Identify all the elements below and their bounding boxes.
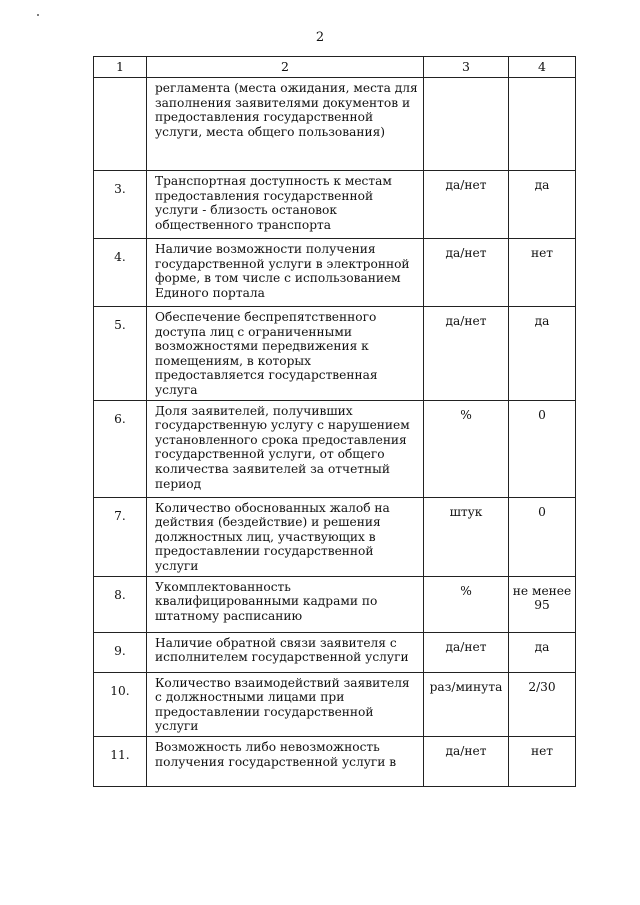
row-number-cell: 4. <box>94 239 147 307</box>
row-number-cell: 8. <box>94 576 147 632</box>
table-row <box>94 78 576 171</box>
unit-cell: да/нет <box>424 307 509 401</box>
row-number-cell: 7. <box>94 497 147 576</box>
value-cell <box>509 78 576 171</box>
row-number-cell: 11. <box>94 736 147 786</box>
indicator-text: Укомплектованность квалифицированными кадрами по штатному расписанию <box>147 576 424 632</box>
table-row <box>94 239 576 307</box>
indicator-text: Доля заявителей, получивших государственную услугу с нарушением установленного срока предоставления государственной услуги, от общего количества заявителей за отчетный период <box>147 400 424 497</box>
scan-speck <box>37 14 39 16</box>
value-cell: 2/30 <box>509 672 576 736</box>
unit-cell: да/нет <box>424 171 509 239</box>
indicator-text: Наличие возможности получения государственной услуги в электронной форме, в том числе с использованием Единого портала <box>147 239 424 307</box>
value-cell: да <box>509 307 576 401</box>
unit-cell <box>424 78 509 171</box>
value-cell: да <box>509 632 576 672</box>
unit-cell: % <box>424 576 509 632</box>
table-row <box>94 497 576 576</box>
value-cell: 0 <box>509 400 576 497</box>
row-number-cell: 5. <box>94 307 147 401</box>
header-cell: 4 <box>509 57 576 78</box>
row-number-cell: 10. <box>94 672 147 736</box>
table-row <box>94 576 576 632</box>
indicator-text: регламента (места ожидания, места для заполнения заявителями документов и предоставления государственной услуги, места общего пользования) <box>147 78 424 171</box>
header-cell: 3 <box>424 57 509 78</box>
table-row <box>94 171 576 239</box>
unit-cell: да/нет <box>424 632 509 672</box>
indicators-table <box>93 56 576 787</box>
value-cell: нет <box>509 736 576 786</box>
value-cell: 0 <box>509 497 576 576</box>
indicator-text: Количество обоснованных жалоб на действия (бездействие) и решения должностных лиц, участвующих в предоставлении государственной услуги <box>147 497 424 576</box>
header-cell: 2 <box>147 57 424 78</box>
table-row <box>94 672 576 736</box>
unit-cell: раз/минута <box>424 672 509 736</box>
value-cell: да <box>509 171 576 239</box>
header-cell: 1 <box>94 57 147 78</box>
table-row <box>94 632 576 672</box>
unit-cell: штук <box>424 497 509 576</box>
indicator-text: Возможность либо невозможность получения государственной услуги в <box>147 736 424 786</box>
unit-cell: да/нет <box>424 736 509 786</box>
indicator-text: Обеспечение беспрепятственного доступа лиц с ограниченными возможностями передвижения к помещениям, в которых предоставляется государственная услуга <box>147 307 424 401</box>
page-number: 2 <box>315 30 325 45</box>
table-row <box>94 307 576 401</box>
row-number-cell: 6. <box>94 400 147 497</box>
indicator-text: Количество взаимодействий заявителя с должностными лицами при предоставлении государственной услуги <box>147 672 424 736</box>
value-cell: нет <box>509 239 576 307</box>
unit-cell: да/нет <box>424 239 509 307</box>
unit-cell: % <box>424 400 509 497</box>
value-cell: не менее 95 <box>509 576 576 632</box>
table-row <box>94 400 576 497</box>
row-number-cell: 9. <box>94 632 147 672</box>
table-header-row <box>94 57 576 78</box>
indicator-text: Наличие обратной связи заявителя с исполнителем государственной услуги <box>147 632 424 672</box>
row-number-cell <box>94 78 147 171</box>
indicator-text: Транспортная доступность к местам предоставления государственной услуги - близость остановок общественного транспорта <box>147 171 424 239</box>
table-row <box>94 736 576 786</box>
row-number-cell: 3. <box>94 171 147 239</box>
